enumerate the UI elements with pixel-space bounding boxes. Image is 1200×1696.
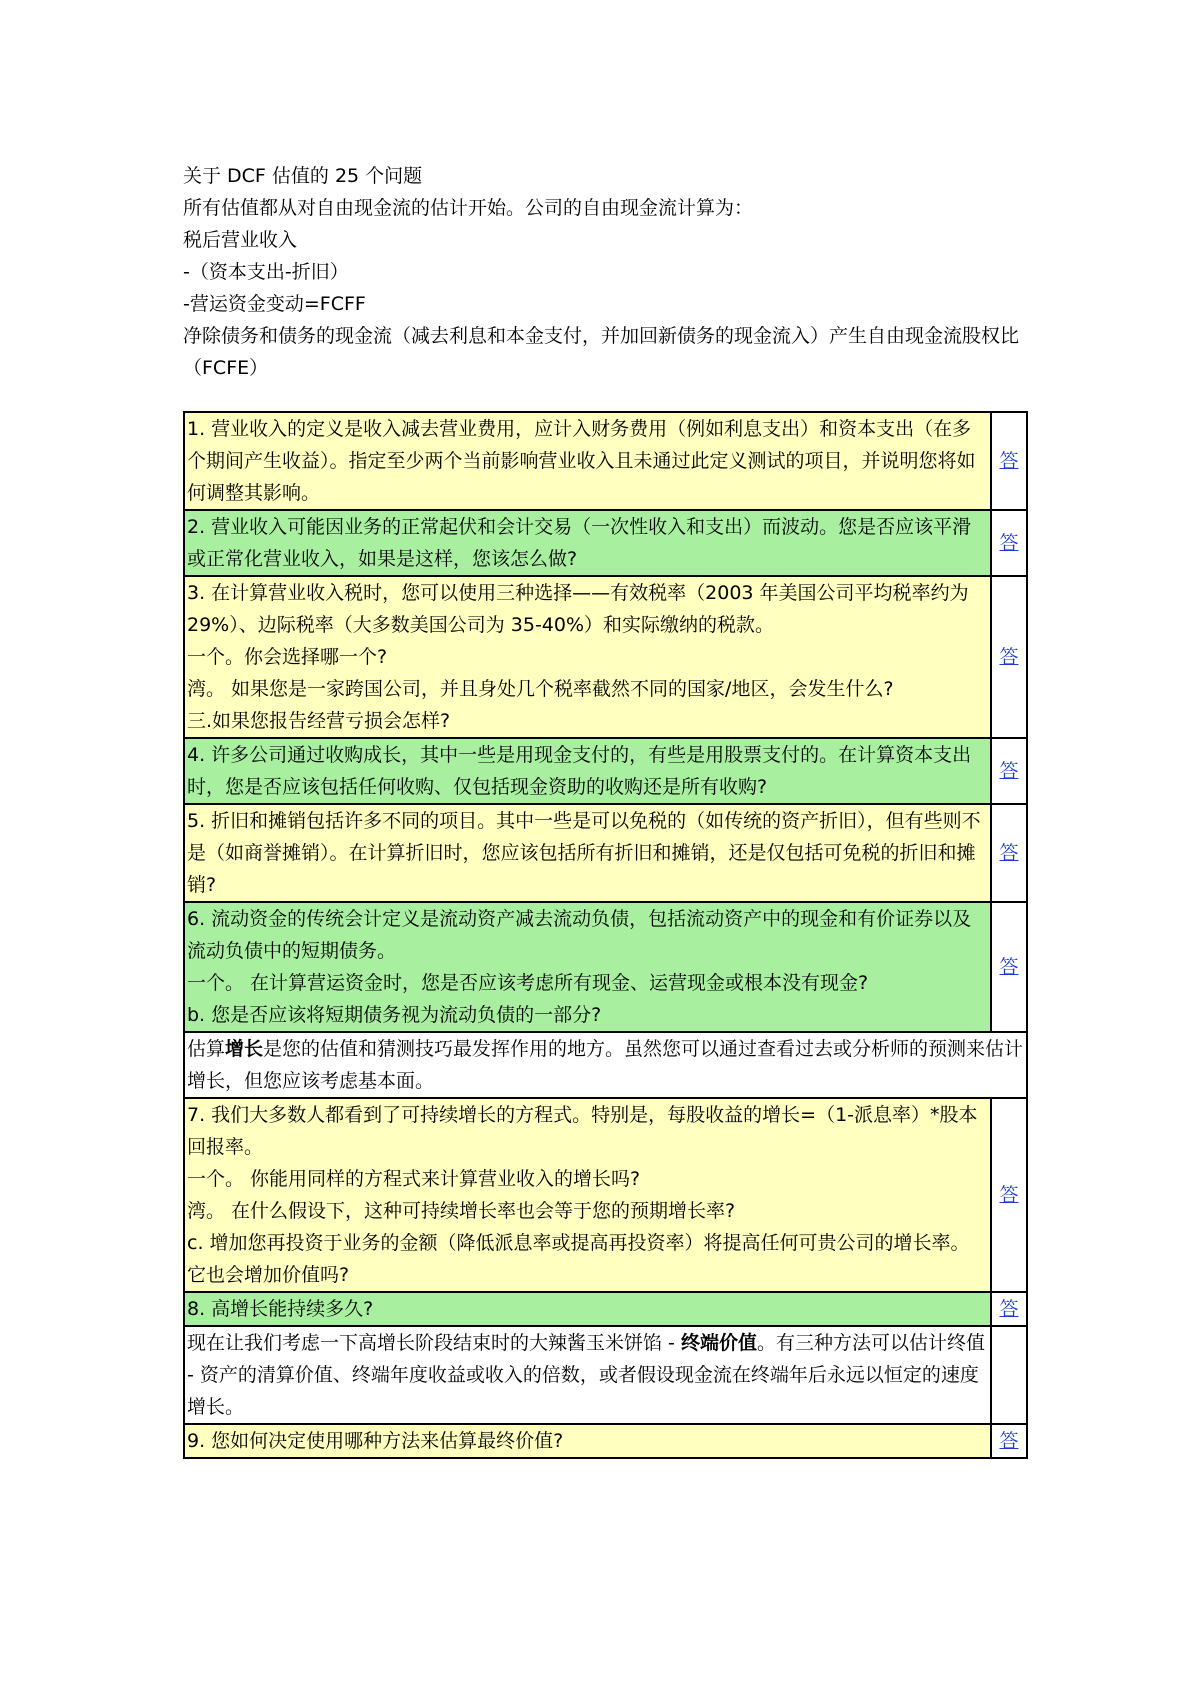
question-row-3 bbox=[184, 576, 1027, 738]
question-row-4 bbox=[184, 738, 1027, 804]
question-line: 5. 折旧和摊销包括许多不同的项目。其中一些是可以免税的（如传统的资产折旧），但有些则不是（如商誉摊销）。在计算折旧时，您应该包括所有折旧和摊销，还是仅包括可免税的折旧和摊销? bbox=[187, 810, 981, 896]
section-note bbox=[184, 1326, 991, 1424]
question-line: 3. 在计算营业收入税时，您可以使用三种选择——有效税率（2003 年美国公司平均税率约为 29%）、边际税率（大多数美国公司为 35-40%）和实际缴纳的税款。 bbox=[187, 582, 969, 636]
note-text: 估算 bbox=[187, 1038, 226, 1060]
answer-link-4[interactable]: 答 bbox=[999, 760, 1019, 782]
question-line: 2. 营业收入可能因业务的正常起伏和会计交易（一次性收入和支出）而波动。您是否应该平滑或正常化营业收入，如果是这样，您该怎么做? bbox=[187, 516, 972, 570]
question-text bbox=[184, 1424, 991, 1458]
note-text: 现在让我们考虑一下高增长阶段结束时的大辣酱玉米饼馅 - bbox=[187, 1332, 681, 1354]
answer-link-1[interactable]: 答 bbox=[999, 450, 1019, 472]
sub-question-line: c. 增加您再投资于业务的金额（降低派息率或提高再投资率）将提高任何可贵公司的增长率。它也会增加价值吗? bbox=[187, 1232, 970, 1286]
question-text bbox=[184, 1292, 991, 1326]
empty-answer-cell bbox=[991, 1326, 1027, 1424]
question-row-1 bbox=[184, 412, 1027, 510]
answer-cell bbox=[991, 804, 1027, 902]
question-line: 6. 流动资金的传统会计定义是流动资产减去流动负债，包括流动资产中的现金和有价证券以及流动负债中的短期债务。 bbox=[187, 908, 972, 962]
answer-link-5[interactable]: 答 bbox=[999, 842, 1019, 864]
question-row-6 bbox=[184, 902, 1027, 1032]
question-row-9 bbox=[184, 1424, 1027, 1458]
answer-link-6[interactable]: 答 bbox=[999, 956, 1019, 978]
intro-line: -营运资金变动=FCFF bbox=[183, 293, 366, 315]
question-row-7 bbox=[184, 1098, 1027, 1292]
question-text bbox=[184, 576, 991, 738]
question-row-5 bbox=[184, 804, 1027, 902]
answer-link-7[interactable]: 答 bbox=[999, 1184, 1019, 1206]
answer-cell bbox=[991, 412, 1027, 510]
note-text: 。有三种方法可以估计终值 - 资产的清算价值、终端年度收益或收入的倍数，或者假设现金流在终端年后永远以恒定的速度增长。 bbox=[187, 1332, 985, 1418]
sub-question-line: b. 您是否应该将短期债务视为流动负债的一部分? bbox=[187, 1004, 602, 1026]
answer-cell bbox=[991, 1292, 1027, 1326]
intro-line: 所有估值都从对自由现金流的估计开始。公司的自由现金流计算为： bbox=[183, 197, 754, 219]
document-title: 关于 DCF 估值的 25 个问题 bbox=[183, 165, 423, 187]
sub-question-line: 一个。 你能用同样的方程式来计算营业收入的增长吗? bbox=[187, 1168, 641, 1190]
question-text bbox=[184, 412, 991, 510]
question-table bbox=[183, 411, 1028, 1459]
answer-link-9[interactable]: 答 bbox=[999, 1430, 1019, 1452]
question-line: 7. 我们大多数人都看到了可持续增长的方程式。特别是，每股收益的增长=（1-派息率）*股本回报率。 bbox=[187, 1104, 978, 1158]
answer-cell bbox=[991, 510, 1027, 576]
question-line: 9. 您如何决定使用哪种方法来估算最终价值? bbox=[187, 1430, 564, 1452]
question-row-2 bbox=[184, 510, 1027, 576]
sub-question-line: 一个。 在计算营运资金时，您是否应该考虑所有现金、运营现金或根本没有现金? bbox=[187, 972, 869, 994]
section-note bbox=[184, 1032, 1027, 1098]
answer-cell bbox=[991, 1424, 1027, 1458]
note-text: 是您的估值和猜测技巧最发挥作用的地方。虽然您可以通过查看过去或分析师的预测来估计增长，但您应该考虑基本面。 bbox=[187, 1038, 1024, 1092]
question-line: 4. 许多公司通过收购成长，其中一些是用现金支付的，有些是用股票支付的。在计算资本支出时，您是否应该包括任何收购、仅包括现金资助的收购还是所有收购? bbox=[187, 744, 972, 798]
intro-line: 税后营业收入 bbox=[183, 229, 298, 251]
question-line: 8. 高增长能持续多久? bbox=[187, 1298, 374, 1320]
answer-cell bbox=[991, 902, 1027, 1032]
sub-question-line: 三.如果您报告经营亏损会怎样? bbox=[187, 710, 451, 732]
question-text bbox=[184, 902, 991, 1032]
intro-line: 净除债务和债务的现金流（减去利息和本金支付，并加回新债务的现金流入）产生自由现金流股权比 （FCFE） bbox=[183, 325, 1020, 379]
question-row-8 bbox=[184, 1292, 1027, 1326]
question-line: 1. 营业收入的定义是收入减去营业费用，应计入财务费用（例如利息支出）和资本支出（在多个期间产生收益）。指定至少两个当前影响营业收入且未通过此定义测试的项目，并说明您将如何调整其影响。 bbox=[187, 418, 976, 504]
growth-note-row bbox=[184, 1032, 1027, 1098]
answer-link-8[interactable]: 答 bbox=[999, 1298, 1019, 1320]
sub-question-line: 湾。 在什么假设下，这种可持续增长率也会等于您的预期增长率? bbox=[187, 1200, 736, 1222]
answer-link-2[interactable]: 答 bbox=[999, 532, 1019, 554]
intro-section bbox=[183, 160, 1043, 384]
question-text bbox=[184, 738, 991, 804]
sub-question-line: 湾。 如果您是一家跨国公司，并且身处几个税率截然不同的国家/地区，会发生什么? bbox=[187, 678, 894, 700]
answer-cell bbox=[991, 738, 1027, 804]
note-bold-term: 增长 bbox=[225, 1038, 264, 1060]
note-bold-term: 终端价值 bbox=[680, 1332, 757, 1354]
answer-link-3[interactable]: 答 bbox=[999, 646, 1019, 668]
answer-cell bbox=[991, 576, 1027, 738]
intro-line: -（资本支出-折旧） bbox=[183, 261, 349, 283]
question-text bbox=[184, 804, 991, 902]
sub-question-line: 一个。你会选择哪一个? bbox=[187, 646, 388, 668]
question-text bbox=[184, 1098, 991, 1292]
terminal-value-note-row bbox=[184, 1326, 1027, 1424]
question-text bbox=[184, 510, 991, 576]
answer-cell bbox=[991, 1098, 1027, 1292]
